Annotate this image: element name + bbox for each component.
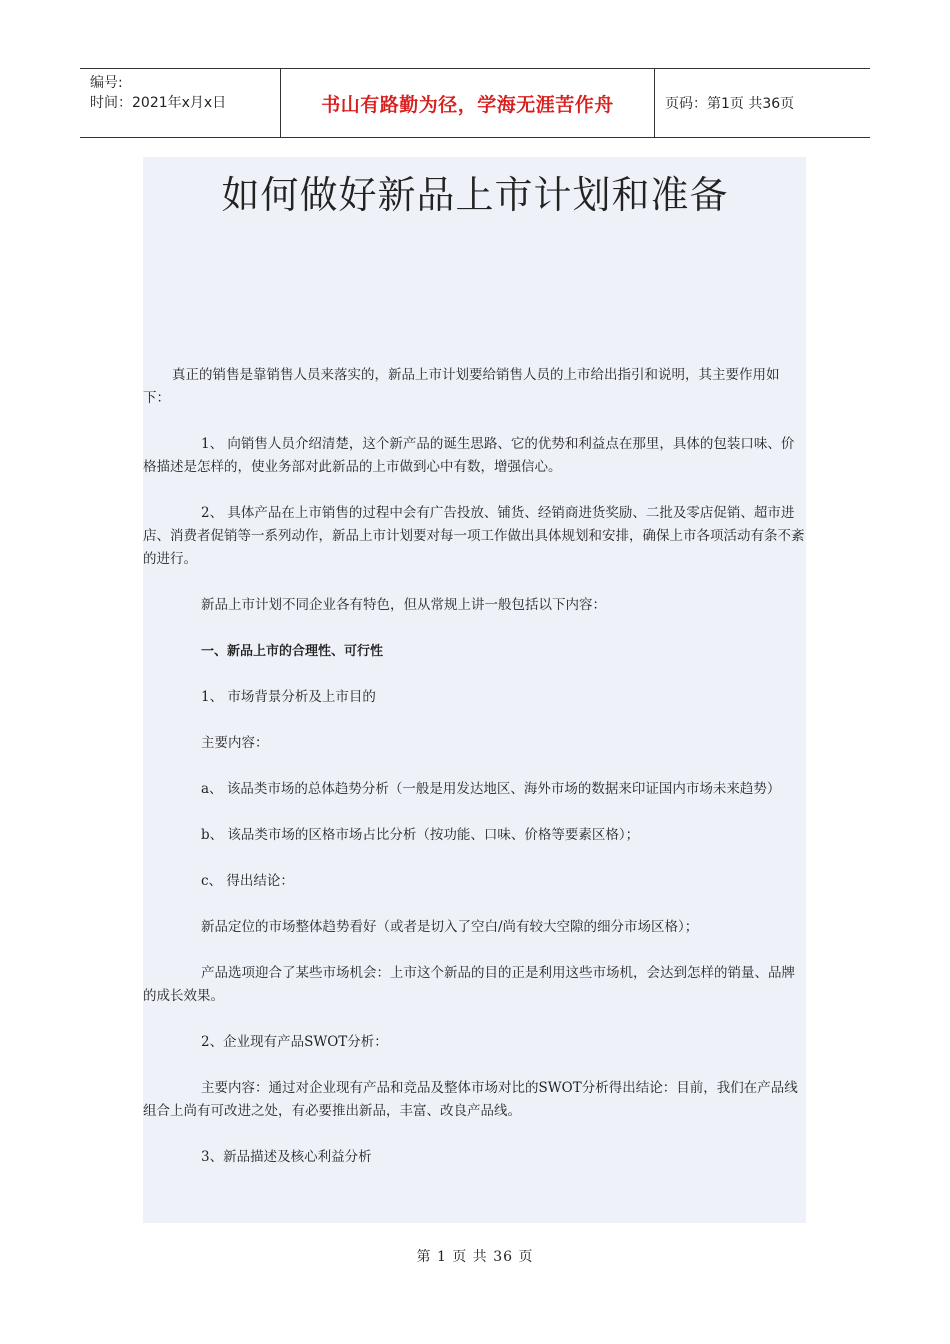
page-footer: 第 1 页 共 36 页 — [416, 1249, 534, 1265]
paragraph: 主要内容： — [201, 735, 269, 751]
paragraph: 2、 具体产品在上市销售的过程中会有广告投放、铺货、经销商进货奖励、二批及零店促销、超市进店、消费者促销等一系列动作，新品上市计划要对每一项工作做出具体规划和安排，确保上市各项活动有条不紊的进行。 — [143, 505, 805, 567]
paragraph: b、 该品类市场的区格市场占比分析（按功能、口味、价格等要素区格）； — [201, 827, 640, 843]
page-header — [80, 68, 870, 138]
document-number-label: 编号: — [90, 75, 123, 91]
paragraph: c、 得出结论： — [201, 873, 294, 889]
document-body — [143, 364, 806, 1192]
paragraph: 真正的销售是靠销售人员来落实的，新品上市计划要给销售人员的上市给出指引和说明，其主要作用如下： — [143, 367, 780, 406]
paragraph: 1、 向销售人员介绍清楚，这个新产品的诞生思路、它的优势和利益点在那里，具体的包装口味、价格描述是怎样的，使业务部对此新品的上市做到心中有数，增强信心。 — [143, 436, 795, 475]
paragraph: 1、 市场背景分析及上市目的 — [201, 689, 376, 705]
section-heading: 一、新品上市的合理性、可行性 — [201, 644, 384, 659]
paragraph: 2、企业现有产品SWOT分析： — [201, 1034, 388, 1050]
paragraph: 3、新品描述及核心利益分析 — [201, 1149, 372, 1165]
header-motto: 书山有路勤为径，学海无涯苦作舟 — [280, 69, 655, 137]
paragraph: a、 该品类市场的总体趋势分析（一般是用发达地区、海外市场的数据来印证国内市场未来趋势） — [201, 781, 781, 797]
document-time-label: 时间：2021年x月x日 — [90, 95, 227, 111]
document-title: 如何做好新品上市计划和准备 — [221, 173, 729, 217]
paragraph: 新品上市计划不同企业各有特色，但从常规上讲一般包括以下内容： — [201, 597, 606, 613]
paragraph: 新品定位的市场整体趋势看好（或者是切入了空白/尚有较大空隙的细分市场区格）； — [201, 919, 699, 935]
paragraph: 主要内容：通过对企业现有产品和竞品及整体市场对比的SWOT分析得出结论：目前，我们在产品线组合上尚有可改进之处，有必要推出新品，丰富、改良产品线。 — [143, 1080, 798, 1119]
header-page-info: 页码：第1页 共36页 — [665, 96, 795, 112]
paragraph: 产品选项迎合了某些市场机会：上市这个新品的目的正是利用这些市场机，会达到怎样的销量、品牌的成长效果。 — [143, 965, 795, 1004]
header-meta — [80, 69, 280, 137]
